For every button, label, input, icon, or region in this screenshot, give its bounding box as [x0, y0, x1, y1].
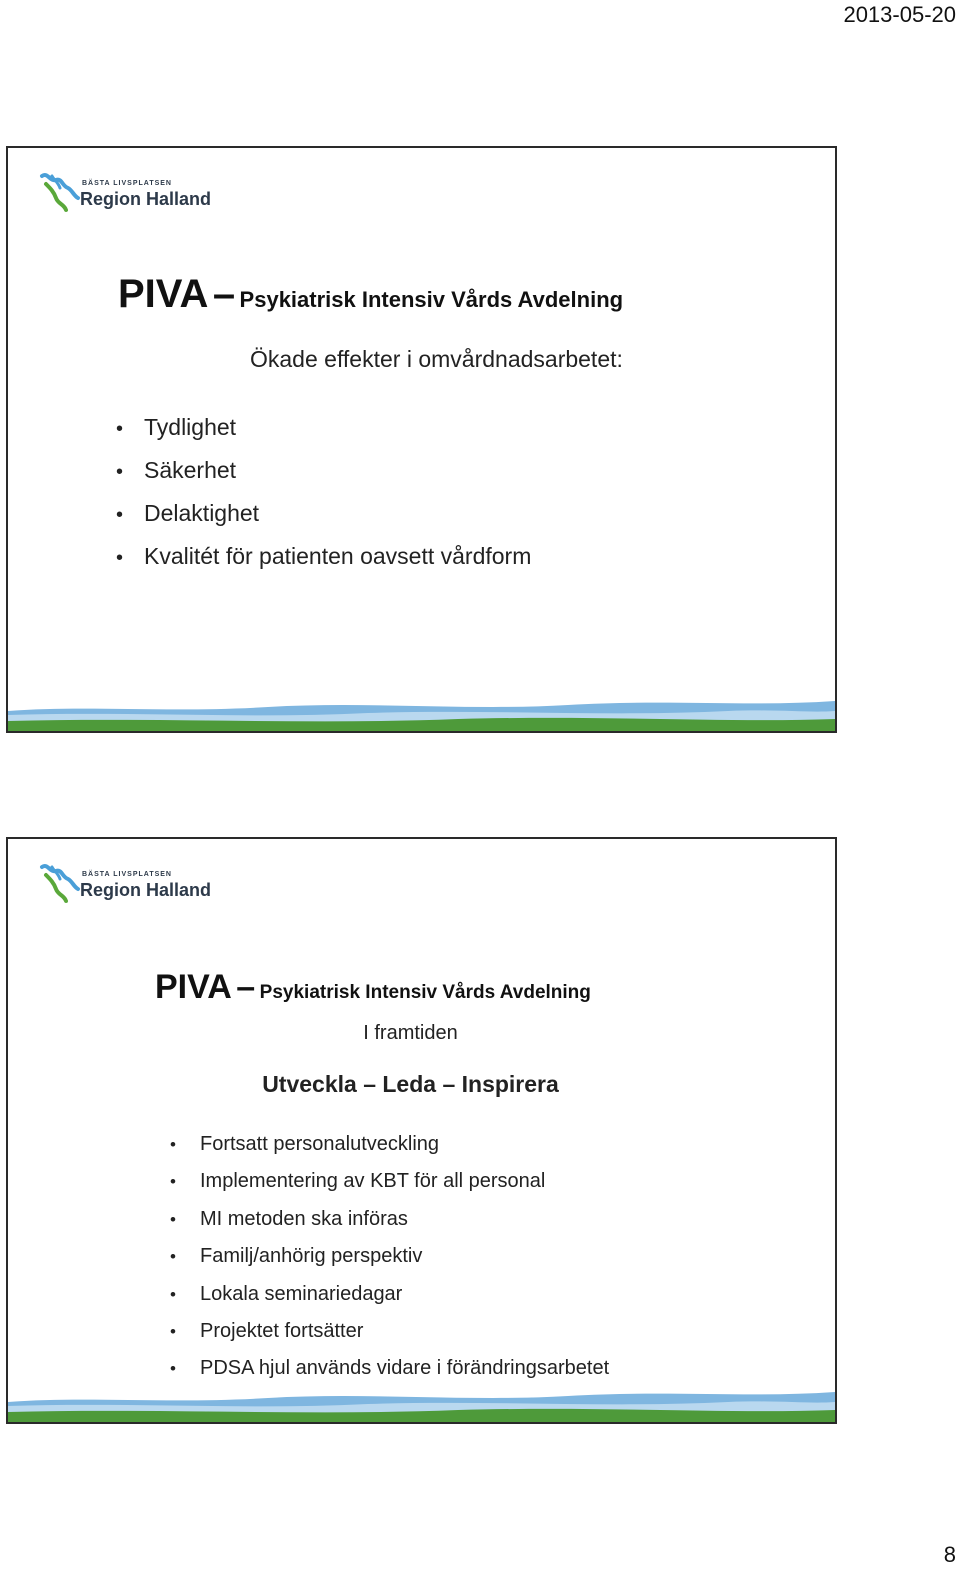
bullet-icon: •: [170, 1359, 176, 1379]
title-main: PIVA: [155, 968, 232, 1006]
page-date: 2013-05-20: [843, 2, 956, 27]
bullet-list: [116, 412, 531, 584]
slide-heading: Utveckla – Leda – Inspirera: [262, 1071, 559, 1097]
list-item-text: Tydlighet: [144, 414, 237, 440]
list-item-text: Implementering av KBT för all personal: [200, 1170, 546, 1193]
slide-subtitle: I framtiden: [363, 1022, 458, 1044]
list-item-text: MI metoden ska införas: [200, 1207, 408, 1230]
list-item-text: Familj/anhörig perspektiv: [200, 1245, 423, 1268]
bullet-icon: •: [116, 461, 124, 483]
title-dash: –: [236, 968, 256, 1006]
list-item: [116, 412, 531, 455]
list-item-text: Projektet fortsätter: [200, 1319, 364, 1342]
landscape-footer-band: [8, 697, 835, 731]
bullet-icon: •: [170, 1172, 176, 1192]
page-number: 8: [943, 1542, 956, 1567]
title-sub: Psykiatrisk Intensiv Vårds Avdelning: [259, 982, 591, 1003]
slide-title: [155, 968, 591, 1007]
list-item: [116, 455, 531, 498]
bullet-icon: •: [170, 1284, 176, 1304]
logo-tagline: BÄSTA LIVSPLATSEN: [82, 180, 172, 187]
bullet-icon: •: [116, 418, 124, 440]
bullet-icon: •: [170, 1321, 176, 1341]
list-item: [170, 1206, 609, 1243]
slide-2: [6, 837, 837, 1424]
list-item: [170, 1168, 609, 1205]
bullet-icon: •: [170, 1135, 176, 1154]
list-item: [116, 498, 531, 541]
region-halland-logo: [38, 170, 228, 214]
slide-1: [6, 146, 837, 733]
list-item-text: PDSA hjul används vidare i förändringsarbetet: [200, 1357, 610, 1380]
list-item: [170, 1281, 609, 1318]
bullet-icon: •: [170, 1209, 176, 1229]
logo-name: Region Halland: [80, 880, 212, 900]
slide-subtitle: Ökade effekter i omvårdnadsarbetet:: [250, 346, 623, 372]
logo-name: Region Halland: [80, 189, 212, 209]
landscape-footer-band: [8, 1388, 835, 1422]
title-main: PIVA: [118, 272, 209, 316]
list-item-text: Säkerhet: [144, 457, 237, 483]
bullet-icon: •: [116, 504, 124, 526]
logo-emblem-icon: [38, 861, 82, 905]
bullet-icon: •: [170, 1247, 176, 1267]
list-item: [116, 541, 531, 584]
list-item: [170, 1243, 609, 1280]
logo-emblem-icon: [38, 170, 82, 214]
region-halland-logo: [38, 861, 228, 905]
list-item-text: Fortsatt personalutveckling: [200, 1133, 440, 1155]
list-item: [170, 1131, 609, 1168]
list-item-text: Lokala seminariedagar: [200, 1282, 403, 1305]
bullet-list: [170, 1131, 609, 1393]
list-item-text: Delaktighet: [144, 500, 260, 526]
title-sub: Psykiatrisk Intensiv Vårds Avdelning: [239, 287, 624, 312]
bullet-icon: •: [116, 547, 124, 569]
list-item: [170, 1318, 609, 1355]
logo-tagline: BÄSTA LIVSPLATSEN: [82, 871, 172, 878]
title-dash: –: [212, 272, 236, 316]
list-item-text: Kvalitét för patienten oavsett vårdform: [144, 543, 532, 569]
slide-title: [118, 272, 623, 317]
